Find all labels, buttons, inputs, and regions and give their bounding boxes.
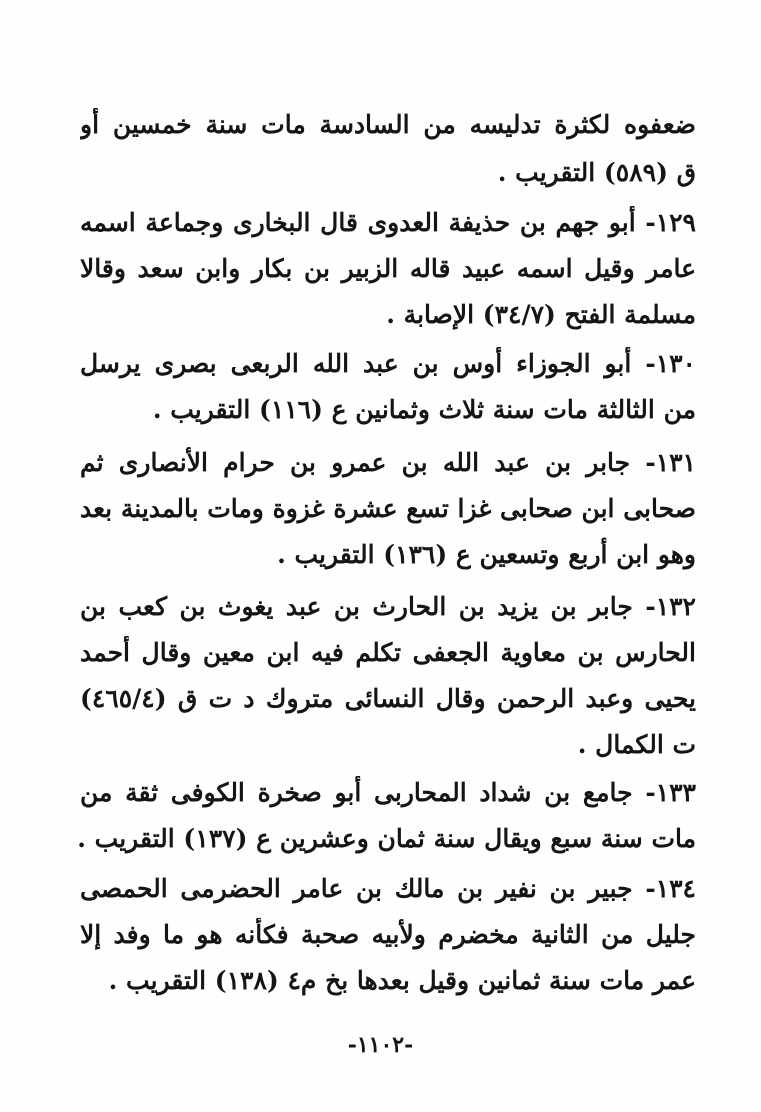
- entry-line: ١٣٣- جامع بن شداد المحاربى أبو صخرة الكوفى ثقة من: [80, 778, 696, 807]
- entry-line: صحابى ابن صحابى غزا تسع عشرة غزوة ومات بالمدينة بعد: [80, 494, 696, 523]
- entry-line: من الثالثة مات سنة ثلاث وثمانين ع (١١٦) التقريب .: [152, 395, 696, 424]
- entry-line: ١٢٩- أبو جهم بن حذيفة العدوى قال البخارى وجماعة اسمه: [80, 208, 696, 237]
- page-number: -١١٠٢-: [347, 1032, 414, 1058]
- entry-line: مسلمة الفتح (٣٤/٧) الإصابة .: [386, 300, 696, 329]
- entry-line: ١٣٠- أبو الجوزاء أوس بن عبد الله الربعى بصرى يرسل: [80, 349, 696, 378]
- entry-line: عمر مات سنة ثمانين وقيل بعدها بخ م٤ (١٣٨) التقريب .: [108, 966, 696, 995]
- entry-line: وهو ابن أربع وتسعين ع (١٣٦) التقريب .: [277, 540, 696, 569]
- entry-line: يحيى وعبد الرحمن وقال النسائى متروك د ت ق (٤٦٥/٤): [80, 684, 696, 713]
- entry-line: الحارس بن معاوية الجعفى تكلم فيه ابن معين وقال أحمد: [80, 638, 696, 667]
- entry-line: ضعفوه لكثرة تدليسه من السادسة مات سنة خمسين أو: [80, 110, 696, 139]
- entry-line: جليل من الثانية مخضرم ولأبيه صحبة فكأنه هو ما وفد إلا: [80, 920, 696, 949]
- entry-line: عامر وقيل اسمه عبيد قاله الزبير بن بكار وابن سعد وقالا: [80, 254, 696, 283]
- entry-line: ١٣١- جابر بن عبد الله بن عمرو بن حرام الأنصارى ثم: [80, 448, 696, 477]
- entry-line: ت الكمال .: [577, 730, 696, 759]
- entry-line: مات سنة سبع ويقال سنة ثمان وعشرين ع (١٣٧) التقريب .: [77, 824, 696, 853]
- entry-line: ق (٥٨٩) التقريب .: [497, 158, 696, 187]
- entry-line: ١٣٢- جابر بن يزيد بن الحارث بن عبد يغوث بن كعب بن: [80, 592, 696, 621]
- entry-line: ١٣٤- جبير بن نفير بن مالك بن عامر الحضرمى الحمصى: [80, 874, 696, 903]
